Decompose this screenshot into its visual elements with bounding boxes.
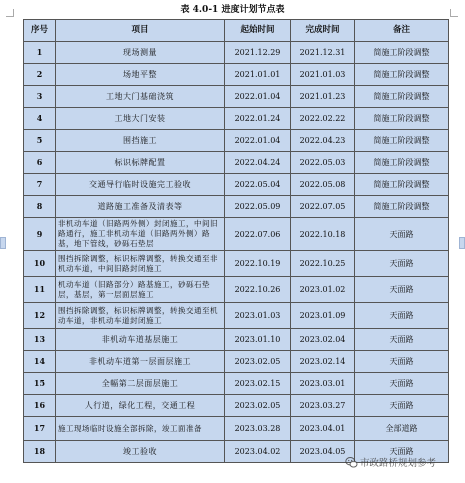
cell-start: 2023.02.05 xyxy=(225,395,291,417)
cell-no: 17 xyxy=(24,417,56,441)
table-title: 表 4.0-1 进度计划节点表 xyxy=(180,5,285,15)
cell-no: 4 xyxy=(24,108,56,130)
cell-end: 2023.02.14 xyxy=(291,351,355,373)
cell-end: 2022.05.08 xyxy=(291,174,355,196)
cell-item: 竣工验收 xyxy=(56,441,225,463)
cell-start: 2022.07.06 xyxy=(225,218,291,251)
table-row xyxy=(24,218,449,251)
wechat-icon xyxy=(345,456,358,469)
table-row xyxy=(24,42,449,64)
cell-item: 围挡拆除调整，标识标牌调整，转换交通至机动车道，非机动车道封闭施工 xyxy=(56,303,225,329)
cell-item: 交通导行临时设施完工验收 xyxy=(56,174,225,196)
cell-no: 6 xyxy=(24,152,56,174)
cell-note: 天面路 xyxy=(355,329,449,351)
header-start: 起始时间 xyxy=(225,20,291,42)
cell-end: 2022.04.23 xyxy=(291,130,355,152)
table-row xyxy=(24,329,449,351)
cell-note: 简施工阶段调整 xyxy=(355,152,449,174)
cell-item: 非机动车道（旧路两外侧）封闭施工，中间旧路通行，施工非机动车道（旧路两外侧）路基，地下管线，砂砾石垫层 xyxy=(56,218,225,251)
cell-item: 工地大门基础浇筑 xyxy=(56,86,225,108)
cell-start: 2023.01.10 xyxy=(225,329,291,351)
cell-item: 非机动车道基层施工 xyxy=(56,329,225,351)
cell-start: 2021.12.29 xyxy=(225,42,291,64)
cell-start: 2023.04.02 xyxy=(225,441,291,463)
table-row xyxy=(24,174,449,196)
cell-start: 2022.01.24 xyxy=(225,108,291,130)
cell-item: 人行道，绿化工程，交通工程 xyxy=(56,395,225,417)
cell-start: 2022.01.04 xyxy=(225,86,291,108)
table-row xyxy=(24,277,449,303)
cell-end: 2023.03.01 xyxy=(291,373,355,395)
cell-end: 2023.04.01 xyxy=(291,417,355,441)
cell-end: 2022.05.03 xyxy=(291,152,355,174)
table-row xyxy=(24,86,449,108)
watermark-text: 市政路桥规划参考 xyxy=(360,458,437,469)
cell-no: 1 xyxy=(24,42,56,64)
cell-note: 天面路 xyxy=(355,218,449,251)
cell-end: 2023.01.02 xyxy=(291,277,355,303)
cell-note: 简施工阶段调整 xyxy=(355,130,449,152)
table-row xyxy=(24,351,449,373)
cell-end: 2022.02.22 xyxy=(291,108,355,130)
cell-end: 2023.02.04 xyxy=(291,329,355,351)
table-row xyxy=(24,130,449,152)
cell-note: 天面路 xyxy=(355,351,449,373)
table-row xyxy=(24,196,449,218)
cell-no: 10 xyxy=(24,251,56,277)
cell-item: 机动车道（旧路部分）路基施工，砂砾石垫层，基层，第一层面层施工 xyxy=(56,277,225,303)
table-resize-handle-left[interactable] xyxy=(0,237,6,249)
cell-no: 7 xyxy=(24,174,56,196)
table-row xyxy=(24,64,449,86)
cell-item: 围挡施工 xyxy=(56,130,225,152)
cell-note: 天面路 xyxy=(355,441,449,463)
cell-end: 2022.07.05 xyxy=(291,196,355,218)
header-no: 序号 xyxy=(24,20,56,42)
table-resize-handle-right[interactable] xyxy=(459,237,465,249)
header-item: 项目 xyxy=(56,20,225,42)
table-row xyxy=(24,251,449,277)
cell-no: 5 xyxy=(24,130,56,152)
header-end: 完成时间 xyxy=(291,20,355,42)
cell-note: 简施工阶段调整 xyxy=(355,174,449,196)
cell-note: 全部道路 xyxy=(355,417,449,441)
cell-note: 天面路 xyxy=(355,277,449,303)
table-row xyxy=(24,417,449,441)
cell-no: 16 xyxy=(24,395,56,417)
cell-end: 2022.10.25 xyxy=(291,251,355,277)
cell-no: 14 xyxy=(24,351,56,373)
cell-item: 工地大门安装 xyxy=(56,108,225,130)
table-row xyxy=(24,373,449,395)
table-row xyxy=(24,108,449,130)
cell-start: 2023.01.03 xyxy=(225,303,291,329)
cell-start: 2022.10.26 xyxy=(225,277,291,303)
cell-start: 2023.02.15 xyxy=(225,373,291,395)
cell-no: 11 xyxy=(24,277,56,303)
cell-no: 9 xyxy=(24,218,56,251)
cell-note: 简施工阶段调整 xyxy=(355,42,449,64)
cell-no: 2 xyxy=(24,64,56,86)
cell-start: 2023.03.28 xyxy=(225,417,291,441)
cell-start: 2022.05.09 xyxy=(225,196,291,218)
cell-end: 2022.10.18 xyxy=(291,218,355,251)
cell-start: 2022.04.24 xyxy=(225,152,291,174)
cell-note: 天面路 xyxy=(355,373,449,395)
cell-item: 标识标牌配置 xyxy=(56,152,225,174)
cell-start: 2023.02.05 xyxy=(225,351,291,373)
table-row xyxy=(24,395,449,417)
cell-note: 简施工阶段调整 xyxy=(355,86,449,108)
table-row xyxy=(24,152,449,174)
watermark xyxy=(345,455,436,469)
table-row xyxy=(24,303,449,329)
cell-note: 天面路 xyxy=(355,251,449,277)
cell-no: 12 xyxy=(24,303,56,329)
cell-item: 施工现场临时设施全部拆除，竣工面准备 xyxy=(56,417,225,441)
cell-item: 场地平整 xyxy=(56,64,225,86)
cell-note: 简施工阶段调整 xyxy=(355,108,449,130)
header-row xyxy=(24,20,449,42)
cell-end: 2021.01.03 xyxy=(291,64,355,86)
cell-end: 2023.01.09 xyxy=(291,303,355,329)
cell-note: 天面路 xyxy=(355,303,449,329)
cell-note: 简施工阶段调整 xyxy=(355,196,449,218)
cell-end: 2023.03.27 xyxy=(291,395,355,417)
cell-start: 2022.05.04 xyxy=(225,174,291,196)
cell-end: 2021.12.31 xyxy=(291,42,355,64)
cell-no: 13 xyxy=(24,329,56,351)
cell-item: 非机动车道第一层面层施工 xyxy=(56,351,225,373)
cell-no: 15 xyxy=(24,373,56,395)
cell-no: 3 xyxy=(24,86,56,108)
cell-item: 围挡拆除调整，标识标牌调整，转换交通至非机动车道，中间旧路封闭施工 xyxy=(56,251,225,277)
cell-start: 2022.01.04 xyxy=(225,130,291,152)
cell-end: 2021.01.23 xyxy=(291,86,355,108)
cell-note: 简施工阶段调整 xyxy=(355,64,449,86)
cell-start: 2022.10.19 xyxy=(225,251,291,277)
cell-note: 天面路 xyxy=(355,395,449,417)
cell-item: 现场测量 xyxy=(56,42,225,64)
cell-no: 8 xyxy=(24,196,56,218)
cell-item: 道路施工准备及清表等 xyxy=(56,196,225,218)
cell-item: 全幅第二层面层施工 xyxy=(56,373,225,395)
header-note: 备注 xyxy=(355,20,449,42)
schedule-table xyxy=(23,19,449,463)
cell-end: 2023.04.05 xyxy=(291,441,355,463)
cell-start: 2021.01.01 xyxy=(225,64,291,86)
cell-no: 18 xyxy=(24,441,56,463)
